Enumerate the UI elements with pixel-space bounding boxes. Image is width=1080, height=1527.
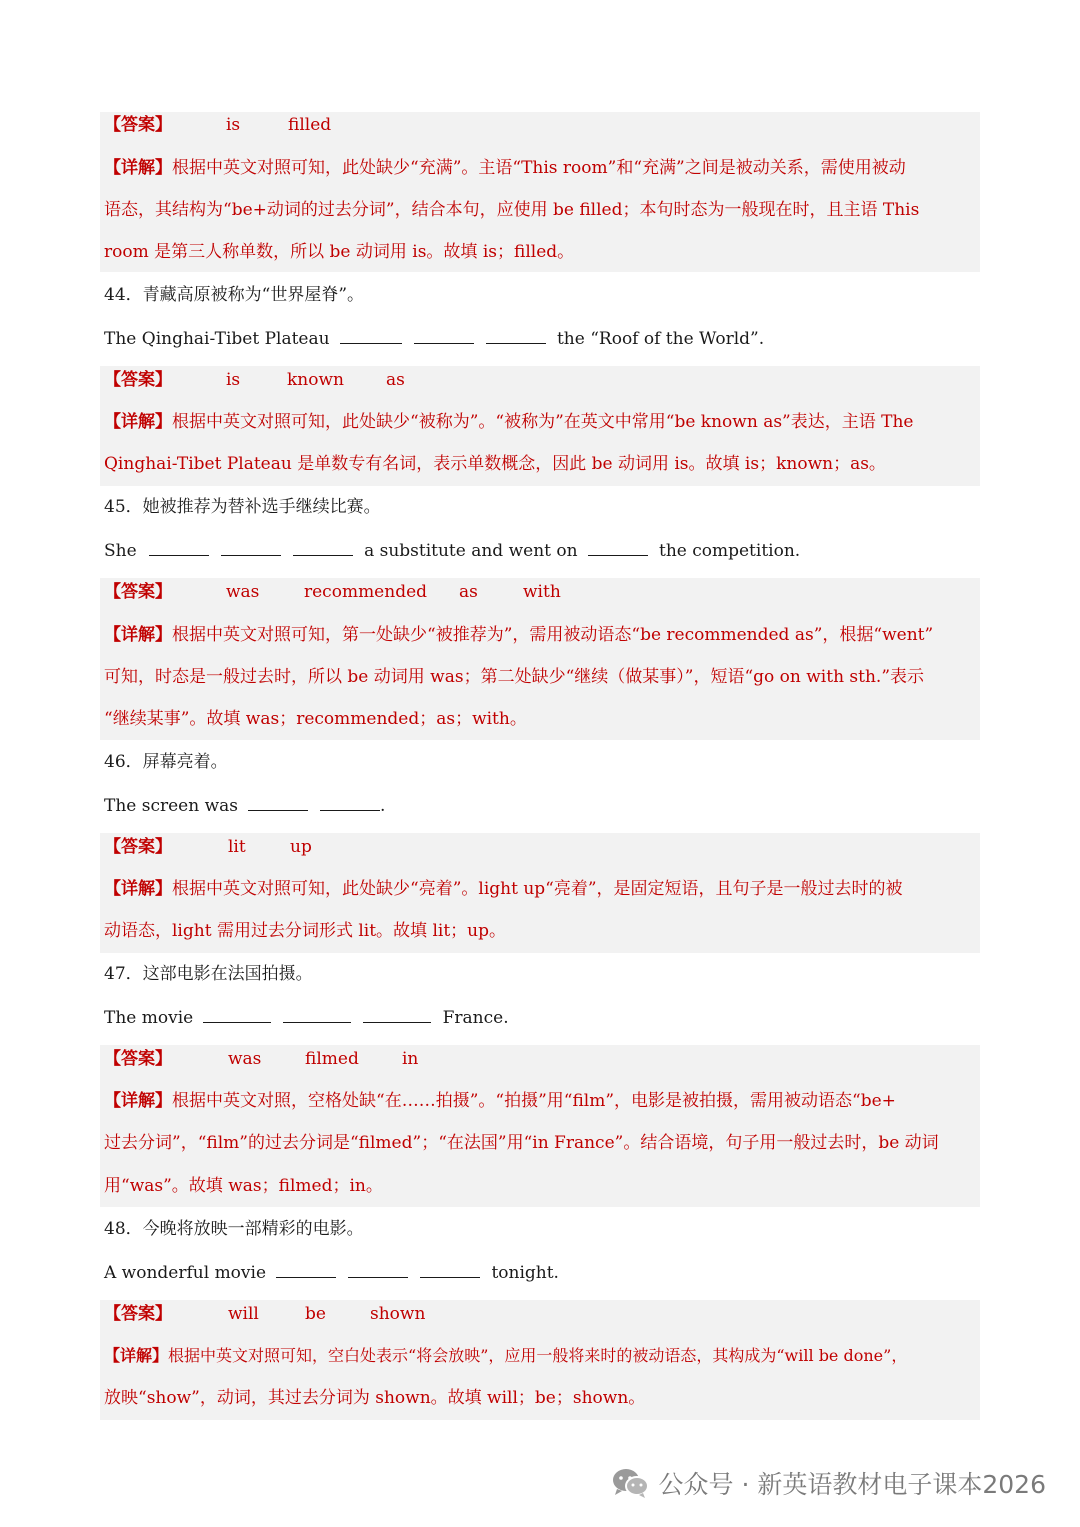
question-text: 屏幕亮着。 [142,752,228,772]
blank [363,1006,431,1023]
blank [420,1261,480,1278]
sentence-part: the “Roof of the World”. [556,329,765,349]
answer-line [104,1048,172,1070]
wechat-icon [611,1467,649,1499]
answer-word: as [459,582,478,602]
blank [248,794,308,811]
blank [486,327,546,344]
question-english [104,794,385,817]
detail-line: 语态，其结构为“be+动词的过去分词”，结合本句，应使用 be filled；本句时态为一般现在时，且主语 This [104,200,920,220]
detail-text: 根据中英文对照可知，此处缺少“亮着”。light up“亮着”，是固定短语，且句子是一般过去时的被 [172,879,903,899]
answer-word: filled [288,115,332,135]
question-english [104,1261,559,1284]
answer-line [104,836,172,858]
detail-line: “继续某事”。故填 was；recommended；as；with。 [104,709,527,729]
question-chinese [104,963,313,985]
sentence-part: The Qinghai-Tibet Plateau [104,329,330,349]
detail-label: 【详解】 [104,879,172,899]
detail-line: 放映“show”，动词，其过去分词为 shown。故填 will；be；shown。 [104,1388,646,1408]
sentence-part: tonight. [491,1263,559,1283]
question-text: 今晚将放映一部精彩的电影。 [142,1219,364,1239]
answer-label: 【答案】 [104,370,172,390]
answer-word: be [305,1304,326,1324]
answer-label: 【答案】 [104,1049,172,1069]
answer-word: lit [228,837,246,857]
answer-label: 【答案】 [104,837,172,857]
answer-word: recommended [304,582,428,602]
answer-word: shown [370,1304,426,1324]
blank [293,539,353,556]
answer-word: was [226,582,260,602]
detail-label: 【详解】 [104,625,172,645]
sentence-part: She [104,541,137,561]
sentence-part: A wonderful movie [104,1263,267,1283]
answer-label: 【答案】 [104,115,172,135]
answer-word: known [287,370,344,390]
blank [348,1261,408,1278]
sentence-part: The screen was [104,796,239,816]
question-number: 47． [104,964,143,984]
detail-label: 【详解】 [104,1346,169,1365]
answer-word: up [290,837,312,857]
question-chinese [104,751,228,773]
blank [149,539,209,556]
detail-line: room 是第三人称单数，所以 be 动词用 is。故填 is；filled。 [104,242,575,262]
question-english [104,327,764,350]
detail-text: 根据中英文对照，空格处缺“在……拍摄”。“拍摄”用“film”，电影是被拍摄，需用被动语态“be+ [172,1091,896,1111]
question-english [104,539,800,562]
detail-line: 动语态，light 需用过去分词形式 lit。故填 lit；up。 [104,921,506,941]
detail-line [104,624,933,646]
detail-text: 根据中英文对照可知，空白处表示“将会放映”，应用一般将来时的被动语态，其构成为“will be done”， [168,1346,908,1365]
detail-line [104,1090,896,1112]
answer-word: was [228,1049,262,1069]
answer-word: filmed [305,1049,359,1069]
sentence-part: . [380,796,386,816]
detail-text: 根据中英文对照可知，第一处缺少“被推荐为”，需用被动语态“be recommended as”，根据“went” [172,625,934,645]
answer-line [104,369,172,391]
answer-word: with [523,582,561,602]
blank [276,1261,336,1278]
answer-word: in [402,1049,419,1069]
question-number: 46． [104,752,143,772]
answer-label: 【答案】 [104,1304,172,1324]
question-chinese [104,496,381,518]
detail-line: 用“was”。故填 was；filmed；in。 [104,1176,383,1196]
blank [283,1006,351,1023]
detail-label: 【详解】 [104,1091,172,1111]
blank [221,539,281,556]
question-number: 44． [104,285,143,305]
sentence-part: The movie [104,1008,194,1028]
question-chinese [104,284,364,306]
sentence-part: a substitute and went on [364,541,578,561]
blank [414,327,474,344]
answer-label: 【答案】 [104,582,172,602]
detail-label: 【详解】 [104,158,172,178]
blank [320,794,380,811]
detail-line: 可知，时态是一般过去时，所以 be 动词用 was；第二处缺少“继续（做某事）”，短语“go on with sth.”表示 [104,667,925,687]
answer-word: as [386,370,405,390]
blank [203,1006,271,1023]
detail-text: 根据中英文对照可知，此处缺少“被称为”。“被称为”在英文中常用“be known as”表达，主语 The [172,412,914,432]
footer-watermark [611,1466,1046,1500]
detail-line [104,157,906,179]
question-text: 青藏高原被称为“世界屋脊”。 [142,285,365,305]
detail-label: 【详解】 [104,412,172,432]
detail-text: 根据中英文对照可知，此处缺少“充满”。主语“This room”和“充满”之间是被动关系，需使用被动 [172,158,906,178]
blank [588,539,648,556]
answer-word: is [226,115,241,135]
footer-text: 公众号 · 新英语教材电子课本2026 [658,1470,1046,1499]
question-text: 这部电影在法国拍摄。 [142,964,313,984]
question-number: 48． [104,1219,143,1239]
detail-line [104,1345,907,1367]
answer-line [104,1303,172,1325]
answer-line [104,114,172,136]
answer-word: is [226,370,241,390]
detail-line [104,878,903,900]
question-chinese [104,1218,364,1240]
sentence-part: the competition. [658,541,801,561]
question-text: 她被推荐为替补选手继续比赛。 [142,497,381,517]
detail-line: 过去分词”，“film”的过去分词是“filmed”；“在法国”用“in France”。结合语境，句子用一般过去时，be 动词 [104,1133,939,1153]
blank [340,327,402,344]
answer-word: will [228,1304,259,1324]
question-number: 45． [104,497,143,517]
detail-line [104,411,914,433]
sentence-part: France. [442,1008,509,1028]
answer-line [104,581,172,603]
question-english [104,1006,509,1029]
detail-line: Qinghai-Tibet Plateau 是单数专有名词，表示单数概念，因此 be 动词用 is。故填 is；known；as。 [104,454,886,474]
